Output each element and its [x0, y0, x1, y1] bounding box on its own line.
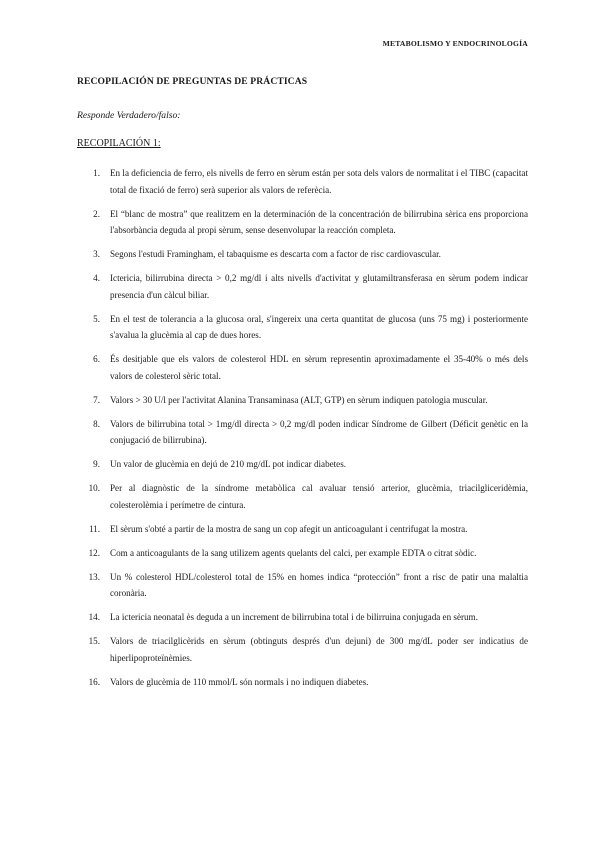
question-number: 2. [93, 208, 100, 219]
question-number: 1. [93, 168, 100, 178]
question-list [77, 165, 528, 698]
question-item [77, 311, 528, 344]
question-item [77, 270, 528, 303]
question-number: 15. [88, 636, 100, 646]
question-text: La ictericia neonatal ès deguda a un increment de bilirrubina total i de bilirruina conjugada en sèrum. [110, 612, 478, 622]
question-item [77, 674, 528, 691]
question-number: 10. [88, 483, 100, 493]
question-text: El sèrum s'obté a partir de la mostra de sang un cop afegit un anticoagulant i centrifugat la mostra. [110, 523, 468, 534]
question-text: Segons l'estudi Framingham, el tabaquisme es descarta com a factor de risc cardiovascular. [110, 249, 441, 259]
question-number: 6. [93, 354, 100, 364]
question-item [77, 206, 528, 239]
question-number: 13. [88, 571, 100, 582]
question-number: 7. [93, 394, 100, 405]
question-item [77, 609, 528, 626]
question-item [77, 416, 528, 449]
question-item [77, 456, 528, 473]
question-item [77, 351, 528, 384]
question-text: Valors de bilirrubina total > 1mg/dl directa > 0,2 mg/dl poden indicar Síndrome de Gilbert (Déficit genètic en la conjugació de bilirrubina). [110, 418, 528, 445]
question-item [77, 569, 528, 602]
question-text: Un % colesterol HDL/colesterol total de 15% en homes indica “protección” front a risc de patir una malaltia coronària. [110, 571, 528, 598]
question-item [77, 633, 528, 666]
question-text: Valors > 30 U/l per l'activitat Alanina Transaminasa (ALT, GTP) en sèrum indiquen patologia muscular. [110, 394, 488, 405]
question-text: És desitjable que els valors de colesterol HDL en sèrum representin aproximadamente el 35-40% o més dels valors de colesterol sèric total. [110, 354, 528, 381]
section-heading: RECOPILACIÓN 1: [77, 138, 161, 149]
question-text: Ictericia, bilirrubina directa > 0,2 mg/dl i alts nivells d'activitat y glutamiltransferasa en sèrum podem indicar presencia d'un càlcul biliar. [110, 273, 528, 300]
question-text: Per al diagnòstic de la síndrome metabòlica cal avaluar tensió arterior, glucèmia, triacilgliceridèmia, colesterolèmia i perímetre de cintura. [110, 483, 528, 510]
question-item [77, 165, 528, 198]
question-item [77, 545, 528, 562]
question-number: 4. [93, 273, 100, 283]
question-text: En la deficiencia de ferro, els nivells de ferro en sèrum están per sota dels valors de normalitat i el TIBC (capacitat total de fixació de ferro) serà superior als valors de referècia. [110, 168, 528, 195]
document-title: RECOPILACIÓN DE PREGUNTAS DE PRÁCTICAS [77, 76, 308, 87]
question-number: 9. [93, 459, 100, 469]
question-number: 14. [88, 612, 100, 622]
question-item [77, 392, 528, 409]
question-text: Valors de triacilglicèrids en sèrum (obtinguts després d'un dejuni) de 300 mg/dL poder ser indicatius de hiperlipoproteïnèmies. [110, 636, 528, 663]
running-head: METABOLISMO Y ENDOCRINOLOGÍA [382, 39, 528, 48]
question-number: 11. [88, 523, 100, 534]
instructions: Responde Verdadero/falso: [77, 110, 181, 121]
question-number: 5. [93, 313, 100, 324]
question-text: En el test de tolerancia a la glucosa oral, s'ingereix una certa quantitat de glucosa (uns 75 mg) i posteriormente s'avalua la glucèmia al cap de dues hores. [110, 313, 528, 340]
question-item [77, 521, 528, 538]
question-text: Com a anticoagulants de la sang utilizem agents quelants del calci, per example EDTA o citrat sòdic. [110, 547, 477, 558]
question-text: Un valor de glucèmia en dejú de 210 mg/dL pot indicar diabetes. [110, 459, 347, 469]
question-number: 8. [93, 418, 100, 429]
question-item [77, 246, 528, 263]
question-text: El “blanc de mostra” que realitzem en la determinación de la concentración de bilirrubina sèrica ens proporciona l'absorbància deguda al propi sèrum, sense desenvolupar la reacción completa. [110, 208, 528, 235]
question-number: 3. [93, 249, 100, 259]
question-number: 16. [88, 676, 100, 687]
question-number: 12. [88, 547, 100, 558]
question-text: Valors de glucèmia de 110 mmol/L són normals i no indiquen diabetes. [110, 676, 369, 687]
question-item [77, 480, 528, 513]
